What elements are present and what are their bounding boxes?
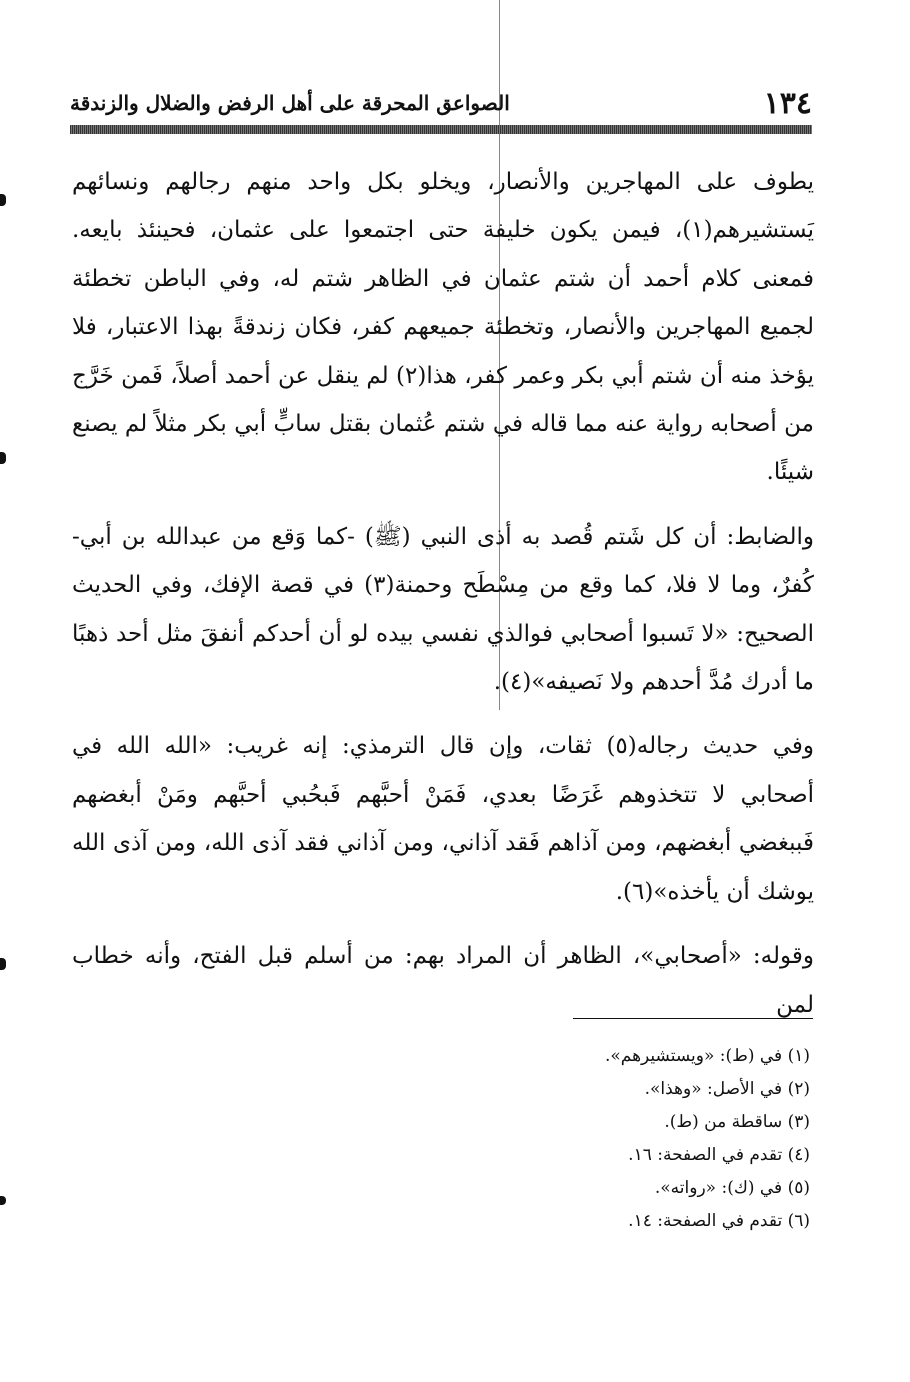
- footnote: (٥) في (ك): «رواته».: [654, 1178, 810, 1198]
- main-text: [72, 158, 814, 1029]
- footnote: (٣) ساقطة من (ط).: [664, 1112, 810, 1132]
- page-number: ١٣٤: [763, 86, 812, 121]
- paragraph: يطوف على المهاجرين والأنصار، ويخلو بكل واحد منهم رجالهم ونسائهم يَستشيرهم(١)، فيمن يكون خليفة حتى اجتمعوا على عثمان، فحينئذ بايعه. فمعنى كلام أحمد أن شتم عثمان في الظاهر شتم له، وفي الباطن تخطئة لجميع المهاجرين والأنصار، وتخطئة جميعهم كفر، فكان زندقةً بهذا الاعتبار، فلا يؤخذ منه أن شتم أبي بكر وعمر كفر، هذا(٢) لم ينقل عن أحمد أصلاً، فَمن خَرَّج من أصحابه رواية عنه مما قاله في شتم عُثمان بقتل سابٍّ أبي بكر مثلاً لم يصنع شيئًا.: [72, 169, 814, 486]
- scan-edge-mark: [0, 194, 6, 206]
- scan-edge-mark: [0, 1196, 6, 1205]
- footnotes-list: [310, 1040, 810, 1238]
- footnote: (٢) في الأصل: «وهذا».: [644, 1079, 810, 1099]
- footnote-separator: [573, 1018, 813, 1019]
- paragraph: وقوله: «أصحابي»، الظاهر أن المراد بهم: من أسلم قبل الفتح، وأنه خطاب لمن: [72, 943, 814, 1018]
- footnote: (٦) تقدم في الصفحة: ١٤.: [628, 1211, 810, 1231]
- footnote: (١) في (ط): «ويستشيرهم».: [604, 1046, 810, 1066]
- paragraph: والضابط: أن كل شَتم قُصد به أذى النبي (ﷺ) -كما وَقع من عبدالله بن أبي- كُفرٌ، وما لا فلا، كما وقع من مِسْطَح وحمنة(٣) في قصة الإفك، وفي الحديث الصحيح: «لا تَسبوا أصحابي فوالذي نفسي بيده لو أن أحدكم أنفقَ مثل أحد ذهبًا ما أدرك مُدَّ أحدهم ولا نَصيفه»(٤).: [72, 523, 814, 696]
- paragraph: وفي حديث رجاله(٥) ثقات، وإن قال الترمذي: إنه غريب: «الله الله في أصحابي لا تتخذوهم غَرَضًا بعدي، فَمَنْ أحبَّهم فَبحُبي أحبَّهم ومَنْ أبغضهم فَببغضي أبغضهم، ومن آذاهم فَقد آذاني، ومن آذاني فقد آذى الله، ومن آذى الله يوشك أن يأخذه»(٦).: [72, 733, 814, 905]
- footnote: (٤) تقدم في الصفحة: ١٦.: [628, 1145, 810, 1165]
- header-rule: [70, 125, 812, 134]
- running-header: [70, 84, 812, 124]
- scan-edge-mark: [0, 452, 6, 464]
- book-title: الصواعق المحرقة على أهل الرفض والضلال والزندقة: [70, 91, 510, 115]
- scan-edge-mark: [0, 958, 6, 970]
